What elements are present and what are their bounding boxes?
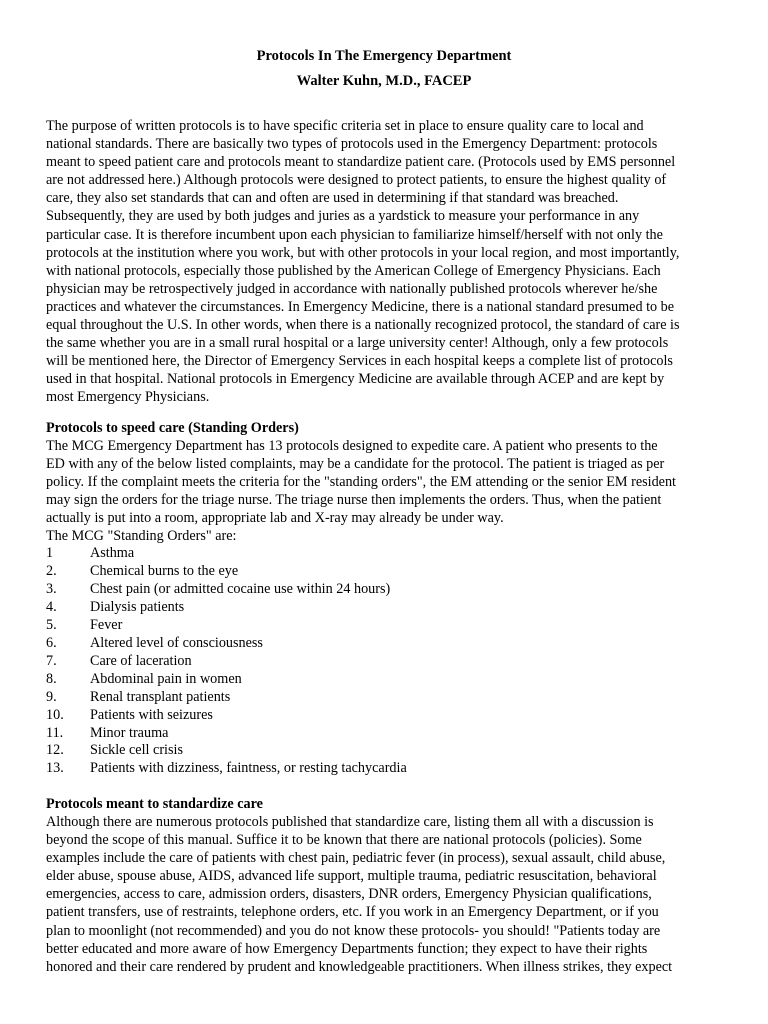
list-item-text: Asthma xyxy=(90,545,135,561)
list-item-text: Care of laceration xyxy=(90,652,192,669)
standing-orders-paragraph: The MCG Emergency Department has 13 protocols designed to expedite care. A patient who presents to the ED with any of the below listed complaints, may be a candidate for the protocol. The patient is triaged as per policy. If the complaint meets the criteria for the "standing orders", the EM attending or the senior EM resident may sign the orders for the triage nurse. The triage nurse then implements the orders. Thus, when the patient actually is put into a room, appropriate lab and X-ray may already be under way. The MCG "Standing Orders" are: xyxy=(46,438,676,545)
list-item-number: 3. xyxy=(46,580,57,597)
document-title: Protocols In The Emergency Department xyxy=(256,48,512,64)
list-item-number: 12. xyxy=(46,742,64,759)
standing-orders-list xyxy=(46,545,407,778)
list-item xyxy=(46,760,407,778)
list-item xyxy=(46,635,407,653)
list-item-text: Sickle cell crisis xyxy=(90,742,183,759)
list-item xyxy=(46,581,407,599)
list-item-number: 13. xyxy=(46,760,64,777)
list-item xyxy=(46,563,407,581)
list-item xyxy=(46,707,407,725)
list-item-number: 8. xyxy=(46,670,57,687)
list-item xyxy=(46,742,407,760)
list-item xyxy=(46,725,407,743)
list-item-text: Renal transplant patients xyxy=(90,688,231,705)
list-item xyxy=(46,689,407,707)
list-item-number: 7. xyxy=(46,652,57,669)
list-item-text: Minor trauma xyxy=(90,724,169,741)
list-item xyxy=(46,599,407,617)
list-item-text: Chemical burns to the eye xyxy=(90,562,239,579)
list-item-number: 4. xyxy=(46,598,57,615)
list-item xyxy=(46,617,407,635)
list-item-text: Fever xyxy=(90,616,123,633)
list-item-number: 5. xyxy=(46,616,57,633)
list-item xyxy=(46,671,407,689)
list-item-number: 2. xyxy=(46,562,57,579)
list-item-text: Patients with seizures xyxy=(90,706,213,723)
list-item-text: Altered level of consciousness xyxy=(90,634,263,651)
section-heading-standing-orders: Protocols to speed care (Standing Orders) xyxy=(46,420,299,436)
list-item-number: 6. xyxy=(46,634,57,651)
list-item-number: 10. xyxy=(46,706,64,723)
list-item-number: 11. xyxy=(46,724,64,741)
standardize-care-paragraph: Although there are numerous protocols published that standardize care, listing them all with a discussion is beyond the scope of this manual. Suffice it to be known that there are national protocols (policies). Some examples include the care of patients with chest pain, pediatric fever (in process), sexual assault, child abuse, elder abuse, spouse abuse, AIDS, advanced life support, multiple trauma, pediatric resuscitation, behavioral emergencies, access to care, admission orders, disasters, DNR orders, Emergency Physician qualifications, patient transfers, use of restraints, telephone orders, etc. If you work in an Emergency Department, or if you plan to moonlight (not recommended) and you do not know these protocols- you should! "Patients today are better educated and more aware of how Emergency Departments function; they expect to have their rights honored and their care rendered by prudent and knowledgeable practitioners. When illness strikes, they expect xyxy=(46,814,673,975)
list-item-number: 9. xyxy=(46,688,57,705)
list-item-text: Abdominal pain in women xyxy=(90,670,242,687)
list-item-text: Chest pain (or admitted cocaine use within 24 hours) xyxy=(90,580,391,597)
intro-paragraph: The purpose of written protocols is to have specific criteria set in place to ensure quality care to local and national standards. There are basically two types of protocols used in the Emergency Department: protocols meant to speed patient care and protocols meant to standardize patient care. (Protocols used by EMS personnel are not addressed here.) Although protocols were designed to protect patients, to ensure the highest quality of care, they also set standards that can and often are used in determining if that standard was breached. Subsequently, they are used by both judges and juries as a yardstick to measure your performance in any particular case. It is therefore incumbent upon each physician to familiarize himself/herself with not only the protocols at the institution where you work, but with other protocols in your local region, and most importantly, with national protocols, especially those published by the American College of Emergency Physicians. Each physician may be retrospectively judged in accordance with nationally published protocols wherever he/she practices and whatever the circumstances. In Emergency Medicine, there is a national standard presumed to be equal throughout the U.S. In other words, when there is a nationally recognized protocol, the standard of care is the same whether you are in a small rural hospital or a large university center! Although, only a few protocols will be mentioned here, the Director of Emergency Services in each hospital keeps a complete list of protocols used in that hospital. National protocols in Emergency Medicine are available through ACEP and are kept by most Emergency Physicians. xyxy=(46,118,680,406)
list-item-text: Dialysis patients xyxy=(90,598,185,615)
list-item-number: 1 xyxy=(46,545,54,561)
list-item-text: Patients with dizziness, faintness, or resting tachycardia xyxy=(90,760,407,777)
list-item xyxy=(46,653,407,671)
list-item xyxy=(46,545,407,563)
document-author: Walter Kuhn, M.D., FACEP xyxy=(296,73,472,89)
section-heading-standardize-care: Protocols meant to standardize care xyxy=(46,796,263,812)
